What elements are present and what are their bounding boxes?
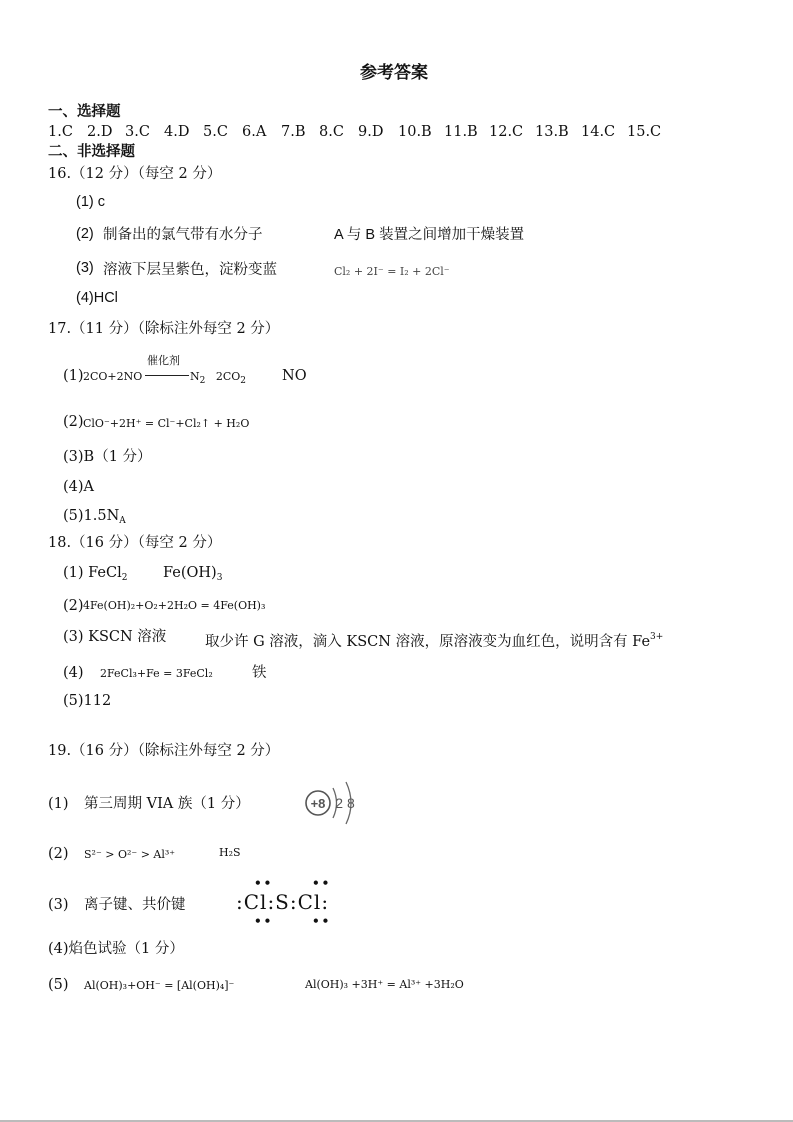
q19-answer-5-number: (5) (48, 977, 69, 993)
choice-answer-list (48, 123, 661, 141)
lone-pair-dots: •• (254, 914, 274, 928)
q17-answer-1-number: (1) (63, 368, 84, 384)
q17-answer-2-number: (2) (63, 414, 84, 430)
q17-answer-1-equation-left: 2CO+2NO (83, 370, 143, 383)
q16-answer-2-text-b: A 与 B 装置之间增加干燥装置 (334, 227, 525, 243)
q16-answer-4: (4)HCl (76, 290, 118, 306)
q18-answer-3-number: (3) KSCN 溶液 (63, 629, 167, 645)
choice-answer: 15.C (627, 124, 662, 140)
q16-answer-3-equation: Cl₂ + 2I⁻ = I₂ + 2Cl⁻ (334, 265, 450, 278)
choice-answer: 10.B (398, 124, 432, 140)
q18-answer-3-text: 取少许 G 溶液，滴入 KSCN 溶液，原溶液变为血红色，说明含有 $Fe^{3+}$ (205, 632, 664, 650)
q19-answer-5-equation-1: Al(OH)₃+OH⁻ = [Al(OH)₄]⁻ (84, 979, 235, 992)
q17-answer-5: $(5)1.5N_A$ (63, 508, 126, 526)
choice-answer: 5.C (203, 124, 228, 140)
q17-answer-1-text-b: NO (282, 368, 307, 384)
choice-answer: 11.B (444, 124, 478, 140)
choice-answer: 12.C (489, 124, 524, 140)
section1-heading: 一、选择题 (48, 104, 121, 120)
q17-catalyst-label: 催化剂 (147, 354, 180, 367)
q17-answer-1-equation-right: $N_2$ $2CO_2$ (190, 370, 247, 386)
page-title: 参考答案 (360, 63, 428, 82)
choice-answer: 9.D (358, 124, 384, 140)
choice-answer: 3.C (125, 124, 150, 140)
q16-answer-3-number: (3) (76, 260, 94, 276)
q19-answer-3-text: 离子键、共价键 (84, 897, 186, 913)
q18-answer-2-number: (2) (63, 598, 84, 614)
lone-pair-dots: •• (312, 914, 332, 928)
choice-answer: 8.C (319, 124, 344, 140)
choice-answer: 14.C (581, 124, 616, 140)
q16-answer-2-number: (2) (76, 226, 94, 242)
electron-shell-counts: 2 8 (335, 795, 355, 811)
q19-answer-2-equation: S²⁻ > O²⁻ > Al³⁺ (84, 848, 176, 861)
q17-reaction-arrow (145, 375, 189, 376)
choice-answer: 6.A (242, 124, 267, 140)
q19-answer-5-equation-2: Al(OH)₃ +3H⁺ = Al³⁺ +3H₂O (305, 978, 464, 991)
scl2-lewis-structure (236, 876, 346, 926)
lone-pair-dots: •• (312, 876, 332, 890)
q19-answer-2-text-b: H₂S (219, 846, 241, 859)
q16-answer-3-text: 溶液下层呈紫色，淀粉变蓝 (103, 262, 277, 278)
lone-pair-dots: •• (254, 876, 274, 890)
q17-header: 17.（11 分）（除标注外每空 2 分） (48, 321, 280, 337)
section2-heading: 二、非选择题 (48, 144, 135, 160)
choice-answer: 2.D (87, 124, 113, 140)
q18-answer-4-text: 铁 (252, 665, 267, 681)
q16-answer-2-text: 制备出的氯气带有水分子 (103, 227, 263, 243)
q18-answer-4-equation: 2FeCl₃+Fe = 3FeCl₂ (100, 667, 213, 680)
q18-header: 18.（16 分）（每空 2 分） (48, 535, 222, 551)
q18-answer-4-number: (4) (63, 665, 84, 681)
q17-answer-4: (4)A (63, 479, 95, 495)
q18-answer-1-b: $Fe(OH)_3$ (163, 565, 223, 583)
atom-nucleus-charge: +8 (310, 796, 326, 811)
choice-answer: 13.B (535, 124, 569, 140)
q19-header: 19.（16 分）（除标注外每空 2 分） (48, 743, 280, 759)
q19-answer-4: (4)焰色试验（1 分） (48, 941, 184, 957)
q19-answer-2-number: (2) (48, 846, 69, 862)
q18-answer-2-equation: 4Fe(OH)₂+O₂+2H₂O = 4Fe(OH)₃ (83, 599, 266, 612)
q18-answer-5: (5)112 (63, 693, 112, 709)
q19-answer-3-number: (3) (48, 897, 69, 913)
q17-answer-3: (3)B（1 分） (63, 449, 152, 465)
q19-answer-1-text: 第三周期 VIA 族（1 分） (84, 796, 250, 812)
q17-answer-2-equation: ClO⁻+2H⁺ = Cl⁻+Cl₂↑ + H₂O (83, 417, 250, 430)
q19-answer-1-number: (1) (48, 796, 69, 812)
q18-answer-1: (1) FeCl$_2$ (63, 565, 128, 583)
q16-header: 16.（12 分）（每空 2 分） (48, 166, 222, 182)
choice-answer: 4.D (164, 124, 190, 140)
oxygen-atom-structure-diagram (300, 778, 362, 828)
choice-answer: 1.C (48, 124, 73, 140)
choice-answer: 7.B (281, 124, 306, 140)
lewis-formula: :Cl:S:Cl: (236, 890, 330, 914)
q16-answer-1: (1) c (76, 194, 105, 210)
